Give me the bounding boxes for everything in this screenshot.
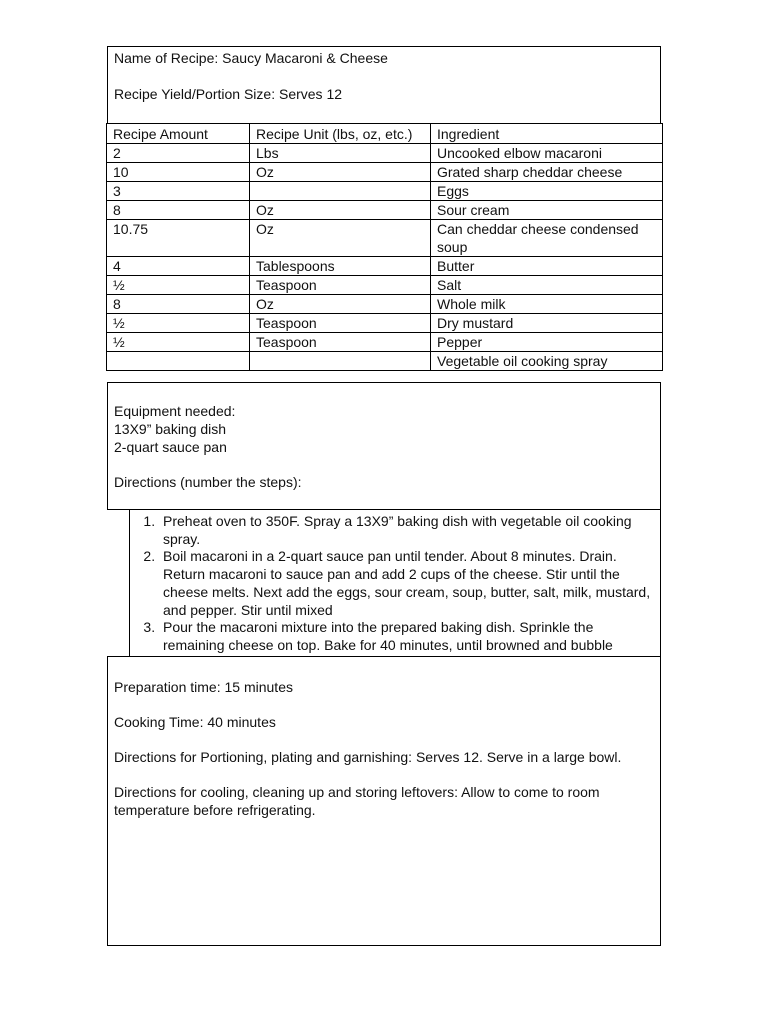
equipment-item: 13X9” baking dish (114, 421, 227, 437)
ingredient-cell: Dry mustard (431, 314, 663, 333)
amount-cell: 10 (107, 163, 250, 182)
unit-cell: Tablespoons (250, 257, 431, 276)
ingredient-cell: Grated sharp cheddar cheese (431, 163, 663, 182)
table-row (107, 182, 663, 201)
table-row (107, 314, 663, 333)
unit-cell: Oz (250, 295, 431, 314)
amount-cell: 8 (107, 201, 250, 220)
cooling-directions: Directions for cooling, cleaning up and storing leftovers: Allow to come to room temperature before refrigerating. (114, 784, 600, 818)
column-header-unit: Recipe Unit (lbs, oz, etc.) (250, 124, 431, 144)
directions-list (136, 513, 652, 655)
table-row (107, 352, 663, 371)
equipment-heading: Equipment needed: (114, 403, 236, 419)
table-row (107, 201, 663, 220)
equipment-section (107, 382, 661, 510)
ingredient-cell: Pepper (431, 333, 663, 352)
unit-cell: Teaspoon (250, 333, 431, 352)
amount-cell: ½ (107, 276, 250, 295)
ingredient-cell: Sour cream (431, 201, 663, 220)
ingredient-cell: Vegetable oil cooking spray (431, 352, 663, 371)
direction-step: 3. Pour the macaroni mixture into the prepared baking dish. Sprinkle the remaining cheese on top. Bake for 40 minutes, until browned and bubble (159, 619, 652, 654)
unit-cell: Lbs (250, 144, 431, 163)
details-section (107, 656, 661, 946)
unit-cell: Teaspoon (250, 276, 431, 295)
cook-time: Cooking Time: 40 minutes (114, 714, 276, 730)
recipe-name: Name of Recipe: Saucy Macaroni & Cheese (114, 50, 388, 66)
direction-step: 1. Preheat oven to 350F. Spray a 13X9” baking dish with vegetable oil cooking spray. (159, 513, 652, 548)
amount-cell: ½ (107, 314, 250, 333)
ingredient-cell: Salt (431, 276, 663, 295)
unit-cell (250, 182, 431, 201)
directions-section (129, 509, 661, 657)
portioning-directions: Directions for Portioning, plating and garnishing: Serves 12. Serve in a large bowl. (114, 749, 622, 765)
column-header-amount: Recipe Amount (107, 124, 250, 144)
table-row (107, 276, 663, 295)
table-row (107, 257, 663, 276)
ingredient-cell: Eggs (431, 182, 663, 201)
directions-heading: Directions (number the steps): (114, 474, 302, 490)
direction-step: 2. Boil macaroni in a 2-quart sauce pan until tender. About 8 minutes. Drain. Return macaroni to sauce pan and add 2 cups of the cheese. Stir until the cheese melts. Next add the eggs, sour cream, soup, butter, salt, milk, mustard, and pepper. Stir until mixed (159, 548, 652, 619)
table-row (107, 295, 663, 314)
ingredient-cell: Can cheddar cheese condensed soup (431, 220, 663, 257)
amount-cell: 2 (107, 144, 250, 163)
table-row (107, 144, 663, 163)
amount-cell (107, 352, 250, 371)
table-row (107, 333, 663, 352)
amount-cell: 3 (107, 182, 250, 201)
ingredient-cell: Uncooked elbow macaroni (431, 144, 663, 163)
ingredient-cell: Butter (431, 257, 663, 276)
unit-cell: Teaspoon (250, 314, 431, 333)
equipment-item: 2-quart sauce pan (114, 439, 227, 455)
recipe-yield: Recipe Yield/Portion Size: Serves 12 (114, 86, 343, 102)
prep-time: Preparation time: 15 minutes (114, 679, 293, 695)
ingredients-table (106, 123, 663, 371)
recipe-header (107, 46, 661, 124)
amount-cell: 8 (107, 295, 250, 314)
table-row (107, 163, 663, 182)
amount-cell: ½ (107, 333, 250, 352)
unit-cell (250, 352, 431, 371)
unit-cell: Oz (250, 220, 431, 257)
amount-cell: 4 (107, 257, 250, 276)
amount-cell: 10.75 (107, 220, 250, 257)
ingredient-cell: Whole milk (431, 295, 663, 314)
unit-cell: Oz (250, 201, 431, 220)
column-header-ingredient: Ingredient (431, 124, 663, 144)
table-row (107, 220, 663, 257)
table-header-row (107, 124, 663, 144)
unit-cell: Oz (250, 163, 431, 182)
